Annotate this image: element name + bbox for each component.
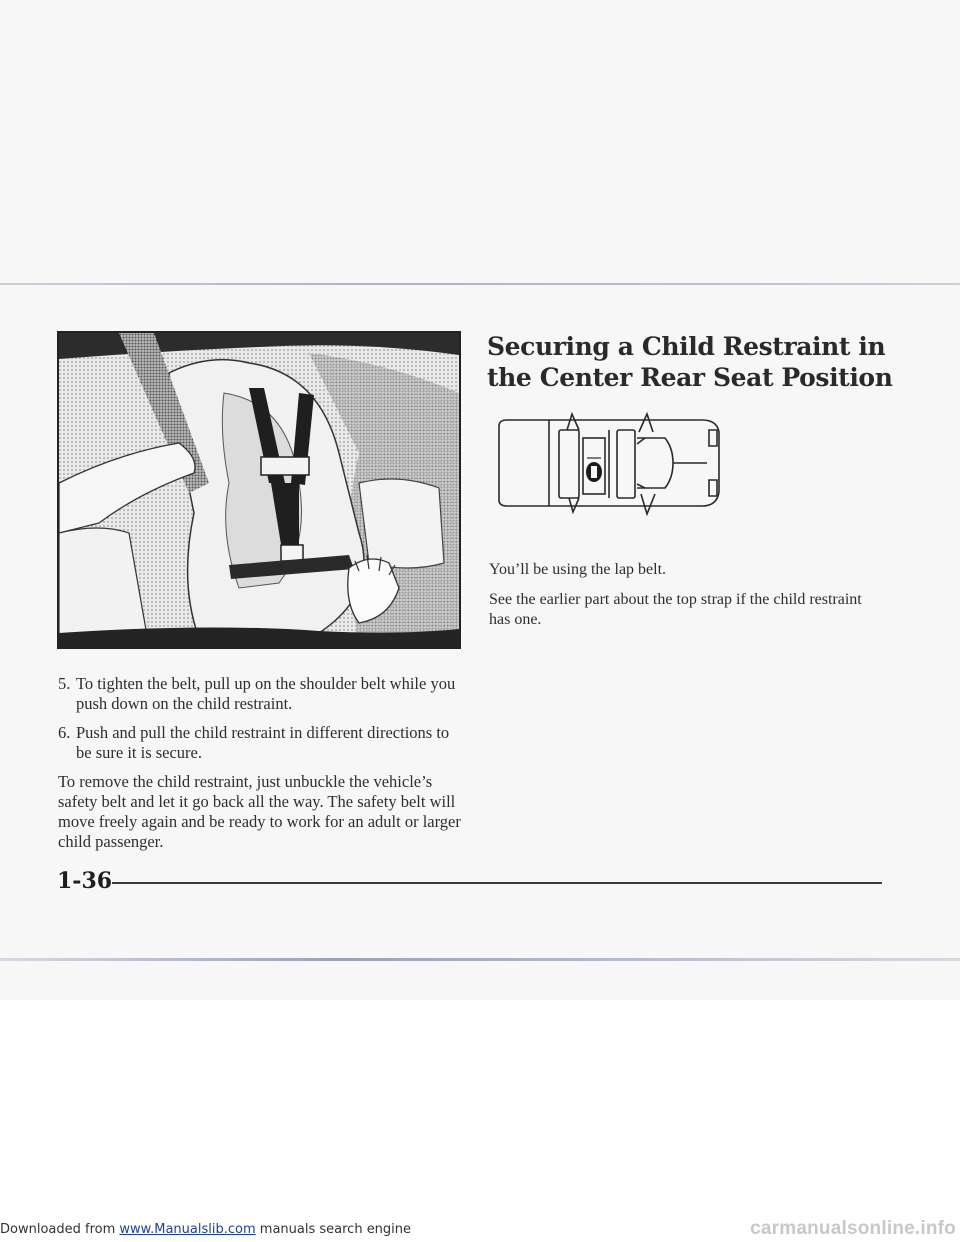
list-item (58, 723, 468, 763)
source-attribution (0, 1222, 411, 1237)
lap-belt-paragraph: You’ll be using the lap belt. (489, 561, 667, 578)
source-suffix: manuals search engine (259, 1222, 412, 1237)
section-heading: Securing a Child Restraint in the Center Rear Seat Position (487, 332, 893, 392)
steps-list (58, 674, 468, 852)
step-text: To tighten the belt, pull up on the shoulder belt while you push down on the child restraint. (76, 674, 456, 713)
list-item (58, 674, 468, 714)
step-number: 6. (58, 723, 71, 742)
step-text: Push and pull the child restraint in different directions to be sure it is secure. (76, 723, 450, 762)
source-prefix: Downloaded from (0, 1222, 116, 1237)
page-number: 1-36 (57, 868, 113, 894)
child-seat-belt-illustration (57, 331, 461, 649)
car-top-view-center-seat-diagram (487, 408, 727, 520)
top-divider (0, 283, 960, 285)
section-body (489, 560, 869, 640)
watermark: carmanualsonline.info (750, 1218, 956, 1239)
footer-divider (112, 882, 882, 884)
manualslib-link[interactable]: www.Manualslib.com (119, 1222, 256, 1237)
removal-paragraph: To remove the child restraint, just unbuckle the vehicle’s safety belt and let it go back all the way. The safety belt will move freely again and be ready to work for an adult or larger child passenger. (58, 772, 461, 851)
top-strap-paragraph: See the earlier part about the top strap if the child restraint has one. (489, 591, 862, 628)
step-number: 5. (58, 674, 71, 693)
bottom-divider (0, 958, 960, 961)
